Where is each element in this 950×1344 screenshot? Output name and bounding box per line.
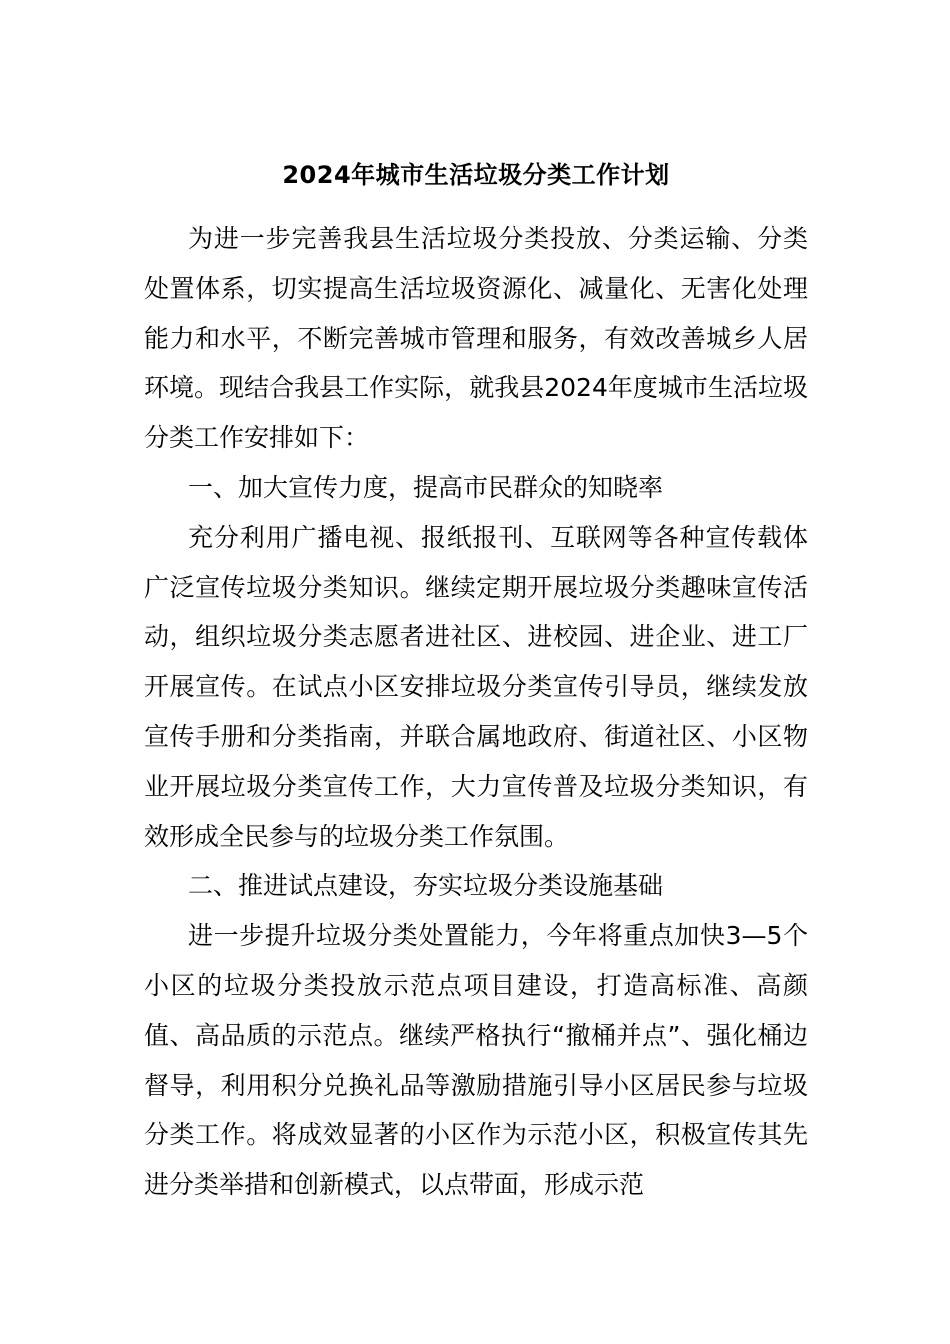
section-2-heading: 二、推进试点建设，夯实垃圾分类设施基础 bbox=[188, 871, 664, 901]
section-1-heading: 一、加大宣传力度，提高市民群众的知晓率 bbox=[188, 472, 664, 502]
section-2-paragraph: 进一步提升垃圾分类处置能力，今年将重点加快3—5个小区的垃圾分类投放示范点项目建设，打造高标准、高颜值、高品质的示范点。继续严格执行“撤桶并点”、强化桶边督导，利用积分兑换礼品等激励措施引导小区居民参与垃圾分类工作。将成效显著的小区作为示范小区，积极宣传其先进分类举措和创新模式，以点带面，形成示范 bbox=[144, 921, 808, 1200]
intro-paragraph: 为进一步完善我县生活垃圾分类投放、分类运输、分类处置体系，切实提高生活垃圾资源化、减量化、无害化处理能力和水平，不断完善城市管理和服务，有效改善城乡人居环境。现结合我县工作实际，就我县2024年度城市生活垃圾分类工作安排如下： bbox=[144, 224, 808, 453]
section-1-paragraph: 充分利用广播电视、报纸报刊、互联网等各种宣传载体广泛宣传垃圾分类知识。继续定期开展垃圾分类趣味宣传活动，组织垃圾分类志愿者进社区、进校园、进企业、进工厂开展宣传。在试点小区安排垃圾分类宣传引导员，继续发放宣传手册和分类指南，并联合属地政府、街道社区、小区物业开展垃圾分类宣传工作，大力宣传普及垃圾分类知识，有效形成全民参与的垃圾分类工作氛围。 bbox=[144, 522, 808, 851]
document-title: 2024年城市生活垃圾分类工作计划 bbox=[282, 161, 670, 189]
document-body bbox=[144, 150, 808, 1210]
